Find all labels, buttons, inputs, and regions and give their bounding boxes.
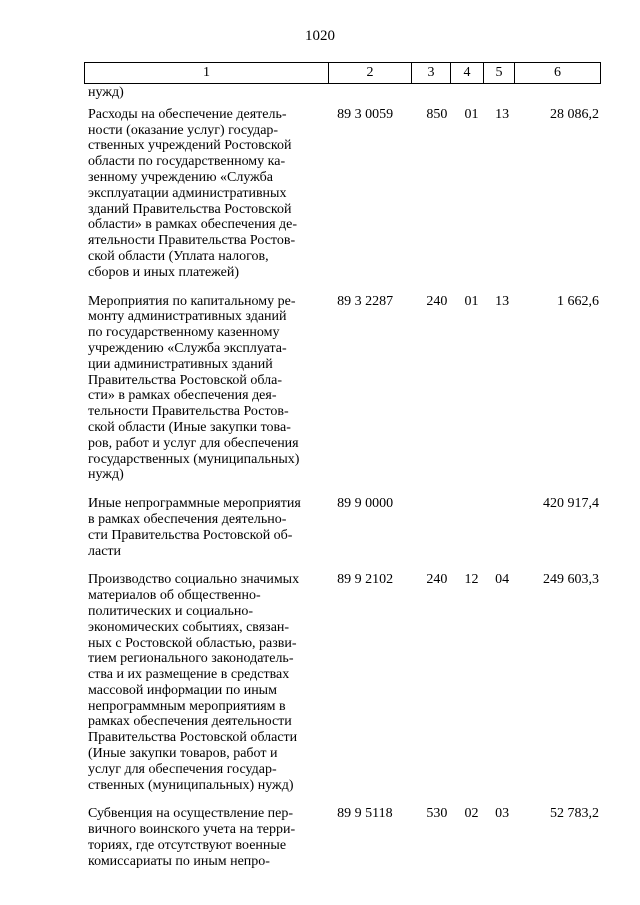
header-col-2: 2 [329, 63, 412, 84]
description-line: Мероприятия по капитальному ре- [88, 293, 296, 309]
row-code: 89 9 2102 [337, 572, 394, 588]
description-line: ства и их размещение в средствах [88, 667, 290, 683]
description-line: Правительства Ростовской области [88, 730, 298, 746]
description-line: тельности Правительства Ростов- [88, 404, 289, 420]
description-line: комиссариаты по иным непро- [88, 853, 270, 869]
description-line: ской области (Уплата налогов, [88, 248, 269, 264]
description-line: области по государственному ка- [88, 154, 286, 170]
header-col-1: 1 [85, 63, 329, 84]
description-line: сти Правительства Ростовской об- [88, 527, 293, 543]
header-col-5: 5 [484, 63, 515, 84]
description-line: ственных (муниципальных) нужд) [88, 777, 294, 793]
description-line: (Иные закупки товаров, работ и [88, 746, 278, 762]
description-line: ности (оказание услуг) государ- [88, 122, 279, 138]
table-row [84, 496, 601, 559]
description-line: зданий Правительства Ростовской [88, 201, 292, 217]
description-line: ственных учреждений Ростовской [88, 138, 292, 154]
description-line: рамках обеспечения деятельности [88, 714, 292, 730]
row-description [84, 496, 329, 559]
description-line: Производство социально значимых [88, 572, 300, 588]
description-line: тием регионального законодатель- [88, 651, 294, 667]
description-line: по государственному казенному [88, 325, 280, 341]
description-line: Иные непрограммные мероприятия [88, 496, 301, 512]
row-col-3: 850 [426, 106, 448, 122]
table-row [84, 572, 601, 793]
row-code: 89 3 2287 [337, 293, 394, 309]
row-col-5: 04 [495, 572, 510, 588]
page-number: 1020 [305, 28, 335, 44]
description-line: ской области (Иные закупки това- [88, 419, 291, 435]
row-amount: 1 662,6 [556, 293, 599, 309]
row-col-5: 13 [495, 293, 510, 309]
description-line: эксплуатации административных [88, 185, 287, 201]
description-line: экономических событиях, связан- [88, 619, 290, 635]
description-line: материалов об общественно- [88, 588, 261, 604]
description-line: Расходы на обеспечение деятель- [88, 106, 287, 122]
table-header [84, 62, 601, 84]
row-code: 89 9 0000 [337, 496, 394, 512]
description-line: сборов и иных платежей) [88, 264, 240, 280]
row-amount: 28 086,2 [549, 106, 599, 122]
header-col-3: 3 [412, 63, 451, 84]
description-line: ции административных зданий [88, 356, 273, 372]
description-line: нужд) [88, 467, 124, 483]
description-line: услуг для обеспечения государ- [88, 761, 277, 777]
description-line: государственных (муниципальных) [88, 451, 300, 467]
description-line: области» в рамках обеспечения де- [88, 217, 298, 233]
continuation-row [84, 85, 601, 101]
row-description [84, 294, 329, 484]
row-amount: 52 783,2 [549, 806, 599, 822]
description-line: непрограммным мероприятиям в [88, 698, 286, 714]
description-line: монту административных зданий [88, 309, 287, 325]
row-amount: 249 603,3 [542, 572, 599, 588]
row-description [84, 572, 329, 793]
row-col-4: 01 [464, 106, 479, 122]
row-col-4: 12 [464, 572, 479, 588]
table-row [84, 806, 601, 869]
description-line: ров, работ и услуг для обеспечения [88, 435, 299, 451]
description-line: вичного воинского учета на терри- [88, 822, 296, 838]
description-line: в рамках обеспечения деятельно- [88, 511, 287, 527]
description-line: учреждению «Служба эксплуата- [88, 340, 287, 356]
rows-container [84, 107, 601, 870]
description-line: ласти [88, 543, 122, 559]
row-description [84, 107, 329, 281]
description-line: ных с Ростовской областью, разви- [88, 635, 297, 651]
row-code: 89 9 5118 [337, 806, 393, 822]
table-row [84, 294, 601, 484]
description-line: Правительства Ростовской обла- [88, 372, 282, 388]
row-col-4: 01 [464, 293, 479, 309]
row-col-5: 13 [495, 106, 510, 122]
row-col-5: 03 [495, 806, 510, 822]
row-col-3: 240 [426, 572, 448, 588]
row-col-3: 530 [426, 806, 448, 822]
header-col-4: 4 [451, 63, 484, 84]
continuation-text: нужд) [88, 85, 124, 100]
description-line: массовой информации по иным [88, 682, 277, 698]
description-line: ториях, где отсутствуют военные [88, 838, 287, 854]
header-col-6: 6 [515, 63, 601, 84]
row-col-4: 02 [464, 806, 479, 822]
row-description [84, 806, 329, 869]
description-line: политических и социально- [88, 603, 254, 619]
row-amount: 420 917,4 [542, 496, 599, 512]
row-col-3: 240 [426, 293, 448, 309]
table-row [84, 107, 601, 281]
description-line: сти» в рамках обеспечения дея- [88, 388, 277, 404]
table-body [84, 85, 601, 870]
description-line: ятельности Правительства Ростов- [88, 233, 296, 249]
row-code: 89 3 0059 [337, 106, 394, 122]
description-line: зенному учреждению «Служба [88, 169, 273, 185]
description-line: Субвенция на осуществление пер- [88, 806, 294, 822]
